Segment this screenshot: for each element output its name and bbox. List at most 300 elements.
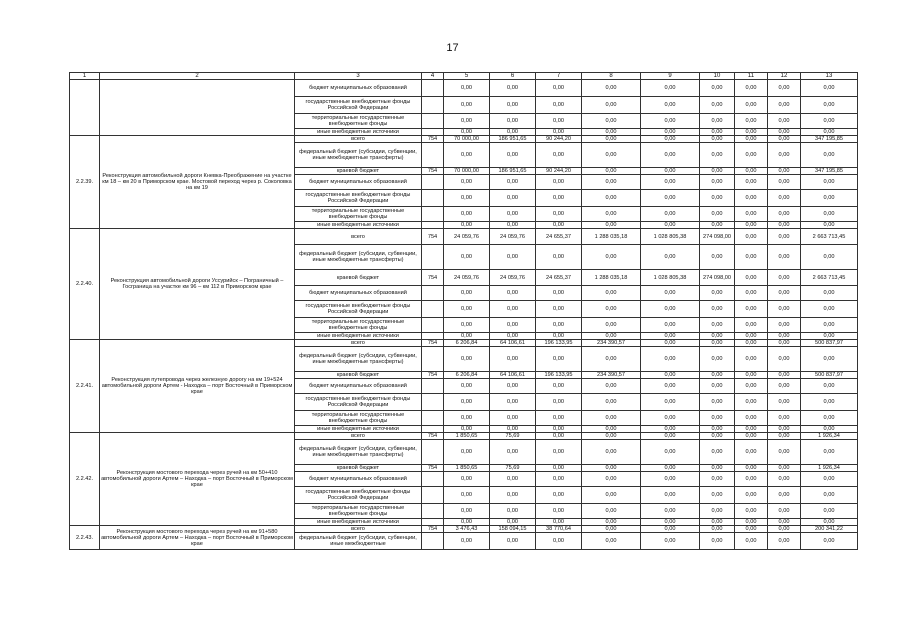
value-cell: 0,00 bbox=[700, 487, 735, 504]
value-cell: 0,00 bbox=[735, 245, 768, 270]
value-cell: 0,00 bbox=[641, 347, 700, 372]
value-cell: 0,00 bbox=[536, 487, 582, 504]
item-name: Реконструкция мостового перехода через ручей на км 50+410 автомобильной дороги Артем – Находка – порт Восточный в Приморском крае bbox=[100, 433, 295, 526]
value-cell: 0,00 bbox=[801, 318, 858, 333]
value-cell: 0,00 bbox=[641, 340, 700, 347]
ministry-code bbox=[422, 286, 444, 301]
value-cell: 0,00 bbox=[735, 347, 768, 372]
value-cell: 0,00 bbox=[700, 440, 735, 465]
value-cell: 0,00 bbox=[735, 301, 768, 318]
value-cell: 0,00 bbox=[700, 426, 735, 433]
value-cell: 0,00 bbox=[582, 504, 641, 519]
ministry-code bbox=[422, 207, 444, 222]
value-cell: 0,00 bbox=[768, 411, 801, 426]
value-cell: 0,00 bbox=[735, 379, 768, 394]
ministry-code bbox=[422, 80, 444, 97]
value-cell: 1 850,65 bbox=[444, 465, 490, 472]
value-cell: 0,00 bbox=[700, 143, 735, 168]
item-name: Реконструкция автомобильной дороги Кневка-Преображение на участке км 18 – км 20 в Приморском крае. Мостовой переход через р. Соколовка на км 19 bbox=[100, 136, 295, 229]
value-cell: 0,00 bbox=[490, 440, 536, 465]
value-cell: 0,00 bbox=[582, 318, 641, 333]
value-cell: 0,00 bbox=[768, 143, 801, 168]
funding-source: иные внебюджетные источники bbox=[295, 426, 422, 433]
value-cell: 0,00 bbox=[582, 487, 641, 504]
value-cell: 0,00 bbox=[735, 175, 768, 190]
value-cell: 0,00 bbox=[735, 114, 768, 129]
value-cell: 0,00 bbox=[641, 465, 700, 472]
table-row bbox=[70, 136, 858, 143]
value-cell: 0,00 bbox=[582, 440, 641, 465]
value-cell: 0,00 bbox=[444, 533, 490, 550]
value-cell: 0,00 bbox=[641, 207, 700, 222]
ministry-code: 754 bbox=[422, 136, 444, 143]
ministry-code bbox=[422, 379, 444, 394]
value-cell: 0,00 bbox=[768, 114, 801, 129]
value-cell: 0,00 bbox=[444, 318, 490, 333]
value-cell: 0,00 bbox=[444, 97, 490, 114]
value-cell: 0,00 bbox=[641, 129, 700, 136]
value-cell: 3 476,43 bbox=[444, 526, 490, 533]
ministry-code bbox=[422, 97, 444, 114]
value-cell: 2 663 713,45 bbox=[801, 270, 858, 286]
value-cell: 0,00 bbox=[536, 533, 582, 550]
value-cell: 0,00 bbox=[536, 301, 582, 318]
value-cell: 0,00 bbox=[582, 222, 641, 229]
value-cell: 0,00 bbox=[768, 440, 801, 465]
value-cell: 0,00 bbox=[536, 465, 582, 472]
value-cell: 0,00 bbox=[490, 318, 536, 333]
value-cell: 0,00 bbox=[582, 333, 641, 340]
value-cell: 24 655,37 bbox=[536, 229, 582, 245]
funding-source: краевой бюджет bbox=[295, 372, 422, 379]
funding-source: всего bbox=[295, 229, 422, 245]
value-cell: 0,00 bbox=[801, 347, 858, 372]
funding-source: иные внебюджетные источники bbox=[295, 222, 422, 229]
ministry-code bbox=[422, 411, 444, 426]
column-header: 13 bbox=[801, 73, 858, 80]
value-cell: 0,00 bbox=[536, 394, 582, 411]
value-cell: 0,00 bbox=[735, 504, 768, 519]
value-cell: 90 244,20 bbox=[536, 136, 582, 143]
value-cell: 0,00 bbox=[768, 318, 801, 333]
value-cell: 75,69 bbox=[490, 465, 536, 472]
value-cell: 0,00 bbox=[735, 472, 768, 487]
value-cell: 0,00 bbox=[700, 526, 735, 533]
value-cell: 0,00 bbox=[801, 301, 858, 318]
value-cell: 0,00 bbox=[700, 379, 735, 394]
value-cell: 1 028 805,38 bbox=[641, 270, 700, 286]
value-cell: 64 106,61 bbox=[490, 372, 536, 379]
value-cell: 0,00 bbox=[490, 80, 536, 97]
value-cell: 0,00 bbox=[582, 465, 641, 472]
value-cell: 0,00 bbox=[444, 175, 490, 190]
value-cell: 0,00 bbox=[490, 245, 536, 270]
value-cell: 0,00 bbox=[444, 347, 490, 372]
value-cell: 0,00 bbox=[700, 301, 735, 318]
value-cell: 0,00 bbox=[490, 143, 536, 168]
ministry-code bbox=[422, 533, 444, 550]
value-cell: 0,00 bbox=[768, 394, 801, 411]
value-cell: 0,00 bbox=[641, 114, 700, 129]
ministry-code bbox=[422, 426, 444, 433]
ministry-code: 754 bbox=[422, 340, 444, 347]
value-cell: 0,00 bbox=[444, 143, 490, 168]
value-cell: 0,00 bbox=[641, 372, 700, 379]
item-code: 2.2.43. bbox=[70, 526, 100, 550]
value-cell: 0,00 bbox=[768, 168, 801, 175]
value-cell: 0,00 bbox=[490, 411, 536, 426]
value-cell: 0,00 bbox=[801, 80, 858, 97]
funding-source: территориальные государственные внебюджетные фонды bbox=[295, 411, 422, 426]
value-cell: 500 837,97 bbox=[801, 372, 858, 379]
value-cell: 38 770,64 bbox=[536, 526, 582, 533]
value-cell: 0,00 bbox=[700, 286, 735, 301]
value-cell: 0,00 bbox=[801, 504, 858, 519]
value-cell: 0,00 bbox=[444, 129, 490, 136]
value-cell: 0,00 bbox=[801, 411, 858, 426]
value-cell: 0,00 bbox=[444, 426, 490, 433]
value-cell: 0,00 bbox=[801, 286, 858, 301]
header-row bbox=[70, 73, 858, 80]
value-cell: 1 926,34 bbox=[801, 433, 858, 440]
value-cell: 0,00 bbox=[768, 472, 801, 487]
value-cell: 0,00 bbox=[536, 245, 582, 270]
value-cell: 0,00 bbox=[700, 333, 735, 340]
value-cell: 0,00 bbox=[735, 465, 768, 472]
value-cell: 0,00 bbox=[801, 222, 858, 229]
value-cell: 0,00 bbox=[700, 222, 735, 229]
value-cell: 0,00 bbox=[768, 533, 801, 550]
table-row bbox=[70, 80, 858, 97]
value-cell: 0,00 bbox=[582, 394, 641, 411]
value-cell: 0,00 bbox=[444, 504, 490, 519]
funding-source: государственные внебюджетные фонды Российской Федерации bbox=[295, 190, 422, 207]
ministry-code: 754 bbox=[422, 433, 444, 440]
funding-source: иные внебюджетные источники bbox=[295, 333, 422, 340]
value-cell: 0,00 bbox=[641, 379, 700, 394]
item-code: 2.2.41. bbox=[70, 340, 100, 433]
funding-source: всего bbox=[295, 526, 422, 533]
ministry-code bbox=[422, 504, 444, 519]
funding-source: государственные внебюджетные фонды Российской Федерации bbox=[295, 394, 422, 411]
value-cell: 0,00 bbox=[768, 286, 801, 301]
value-cell: 0,00 bbox=[582, 426, 641, 433]
value-cell: 0,00 bbox=[801, 175, 858, 190]
value-cell: 0,00 bbox=[735, 136, 768, 143]
funding-source: всего bbox=[295, 136, 422, 143]
value-cell: 0,00 bbox=[490, 97, 536, 114]
value-cell: 0,00 bbox=[801, 379, 858, 394]
column-header: 1 bbox=[70, 73, 100, 80]
value-cell: 0,00 bbox=[641, 394, 700, 411]
value-cell: 0,00 bbox=[768, 229, 801, 245]
value-cell: 0,00 bbox=[641, 245, 700, 270]
value-cell: 1 926,34 bbox=[801, 465, 858, 472]
value-cell: 0,00 bbox=[490, 379, 536, 394]
item-code: 2.2.42. bbox=[70, 433, 100, 526]
value-cell: 0,00 bbox=[641, 487, 700, 504]
value-cell: 0,00 bbox=[768, 347, 801, 372]
value-cell: 0,00 bbox=[490, 394, 536, 411]
budget-table bbox=[69, 72, 858, 550]
value-cell: 0,00 bbox=[536, 222, 582, 229]
value-cell: 90 244,20 bbox=[536, 168, 582, 175]
value-cell: 0,00 bbox=[490, 207, 536, 222]
value-cell: 0,00 bbox=[700, 533, 735, 550]
value-cell: 0,00 bbox=[735, 143, 768, 168]
value-cell: 0,00 bbox=[490, 504, 536, 519]
value-cell: 0,00 bbox=[641, 222, 700, 229]
funding-source: краевой бюджет bbox=[295, 465, 422, 472]
value-cell: 0,00 bbox=[801, 487, 858, 504]
ministry-code bbox=[422, 394, 444, 411]
value-cell: 0,00 bbox=[641, 143, 700, 168]
ministry-code bbox=[422, 318, 444, 333]
value-cell: 0,00 bbox=[700, 136, 735, 143]
value-cell: 0,00 bbox=[582, 472, 641, 487]
value-cell: 0,00 bbox=[801, 143, 858, 168]
value-cell: 0,00 bbox=[641, 318, 700, 333]
value-cell: 0,00 bbox=[582, 347, 641, 372]
column-header: 6 bbox=[490, 73, 536, 80]
funding-source: бюджет муниципальных образований bbox=[295, 286, 422, 301]
value-cell: 24 059,76 bbox=[490, 229, 536, 245]
value-cell: 0,00 bbox=[582, 301, 641, 318]
funding-source: федеральный бюджет (субсидии, субвенции, иные межбюджетные bbox=[295, 533, 422, 550]
value-cell: 0,00 bbox=[444, 411, 490, 426]
value-cell: 24 059,76 bbox=[444, 229, 490, 245]
ministry-code bbox=[422, 129, 444, 136]
value-cell: 0,00 bbox=[641, 80, 700, 97]
table-row bbox=[70, 340, 858, 347]
value-cell: 2 663 713,45 bbox=[801, 229, 858, 245]
value-cell: 0,00 bbox=[801, 472, 858, 487]
table-row bbox=[70, 229, 858, 245]
value-cell: 0,00 bbox=[700, 504, 735, 519]
value-cell: 0,00 bbox=[768, 245, 801, 270]
value-cell: 0,00 bbox=[582, 175, 641, 190]
funding-source: краевой бюджет bbox=[295, 168, 422, 175]
value-cell: 0,00 bbox=[768, 222, 801, 229]
value-cell: 24 655,37 bbox=[536, 270, 582, 286]
value-cell: 0,00 bbox=[768, 301, 801, 318]
value-cell: 0,00 bbox=[582, 168, 641, 175]
value-cell: 0,00 bbox=[700, 519, 735, 526]
ministry-code: 754 bbox=[422, 372, 444, 379]
value-cell: 347 195,85 bbox=[801, 136, 858, 143]
value-cell: 0,00 bbox=[582, 533, 641, 550]
value-cell: 0,00 bbox=[536, 175, 582, 190]
ministry-code bbox=[422, 222, 444, 229]
funding-source: государственные внебюджетные фонды Российской Федерации bbox=[295, 301, 422, 318]
value-cell: 0,00 bbox=[801, 440, 858, 465]
item-code: 2.2.39. bbox=[70, 136, 100, 229]
value-cell: 186 951,65 bbox=[490, 168, 536, 175]
value-cell: 0,00 bbox=[735, 80, 768, 97]
value-cell: 0,00 bbox=[536, 129, 582, 136]
value-cell: 0,00 bbox=[582, 286, 641, 301]
value-cell: 0,00 bbox=[700, 175, 735, 190]
value-cell: 0,00 bbox=[444, 301, 490, 318]
ministry-code: 754 bbox=[422, 168, 444, 175]
funding-source: бюджет муниципальных образований bbox=[295, 379, 422, 394]
value-cell: 0,00 bbox=[735, 222, 768, 229]
value-cell: 0,00 bbox=[444, 394, 490, 411]
funding-source: территориальные государственные внебюджетные фонды bbox=[295, 207, 422, 222]
item-name: Реконструкция автомобильной дороги Уссурийск – Пограничный – Госграница на участке км 96 – км 112 в Приморском крае bbox=[100, 229, 295, 340]
ministry-code bbox=[422, 333, 444, 340]
value-cell: 0,00 bbox=[444, 519, 490, 526]
value-cell: 0,00 bbox=[536, 379, 582, 394]
value-cell: 196 133,95 bbox=[536, 340, 582, 347]
value-cell: 0,00 bbox=[768, 175, 801, 190]
value-cell: 0,00 bbox=[582, 143, 641, 168]
value-cell: 0,00 bbox=[582, 379, 641, 394]
value-cell: 0,00 bbox=[582, 136, 641, 143]
value-cell: 0,00 bbox=[490, 347, 536, 372]
funding-source: иные внебюджетные источники bbox=[295, 519, 422, 526]
value-cell: 0,00 bbox=[700, 168, 735, 175]
value-cell: 0,00 bbox=[582, 207, 641, 222]
value-cell: 0,00 bbox=[700, 465, 735, 472]
value-cell: 64 106,61 bbox=[490, 340, 536, 347]
table-row bbox=[70, 526, 858, 533]
value-cell: 0,00 bbox=[444, 333, 490, 340]
ministry-code bbox=[422, 301, 444, 318]
value-cell: 1 850,65 bbox=[444, 433, 490, 440]
item-code bbox=[70, 80, 100, 136]
value-cell: 0,00 bbox=[536, 411, 582, 426]
value-cell: 0,00 bbox=[490, 487, 536, 504]
value-cell: 0,00 bbox=[735, 229, 768, 245]
value-cell: 0,00 bbox=[768, 379, 801, 394]
ministry-code bbox=[422, 175, 444, 190]
value-cell: 0,00 bbox=[641, 175, 700, 190]
value-cell: 0,00 bbox=[536, 426, 582, 433]
value-cell: 0,00 bbox=[641, 301, 700, 318]
value-cell: 0,00 bbox=[444, 114, 490, 129]
value-cell: 6 206,84 bbox=[444, 372, 490, 379]
value-cell: 0,00 bbox=[536, 207, 582, 222]
value-cell: 0,00 bbox=[582, 114, 641, 129]
value-cell: 0,00 bbox=[768, 504, 801, 519]
value-cell: 0,00 bbox=[735, 372, 768, 379]
column-header: 10 bbox=[700, 73, 735, 80]
value-cell: 0,00 bbox=[641, 472, 700, 487]
value-cell: 0,00 bbox=[536, 347, 582, 372]
ministry-code: 754 bbox=[422, 465, 444, 472]
ministry-code bbox=[422, 190, 444, 207]
value-cell: 0,00 bbox=[700, 80, 735, 97]
value-cell: 0,00 bbox=[700, 114, 735, 129]
value-cell: 0,00 bbox=[700, 97, 735, 114]
value-cell: 70 000,00 bbox=[444, 136, 490, 143]
value-cell: 1 288 035,18 bbox=[582, 270, 641, 286]
value-cell: 0,00 bbox=[768, 519, 801, 526]
value-cell: 0,00 bbox=[536, 433, 582, 440]
funding-source: федеральный бюджет (субсидии, субвенции, иные межбюджетные трансферты) bbox=[295, 245, 422, 270]
value-cell: 0,00 bbox=[700, 129, 735, 136]
value-cell: 0,00 bbox=[735, 318, 768, 333]
table-row bbox=[70, 433, 858, 440]
funding-source: всего bbox=[295, 433, 422, 440]
value-cell: 0,00 bbox=[536, 190, 582, 207]
value-cell: 0,00 bbox=[444, 379, 490, 394]
value-cell: 0,00 bbox=[735, 487, 768, 504]
item-name: Реконструкция мостового перехода через ручей на км 91+580 автомобильной дороги Артем – Находка – порт Восточный в Приморском крае bbox=[100, 526, 295, 550]
value-cell: 0,00 bbox=[444, 207, 490, 222]
value-cell: 0,00 bbox=[768, 270, 801, 286]
value-cell: 196 133,95 bbox=[536, 372, 582, 379]
funding-source: иные внебюджетные источники bbox=[295, 129, 422, 136]
column-header: 9 bbox=[641, 73, 700, 80]
value-cell: 0,00 bbox=[700, 340, 735, 347]
value-cell: 24 059,76 bbox=[444, 270, 490, 286]
value-cell: 0,00 bbox=[768, 433, 801, 440]
value-cell: 75,69 bbox=[490, 433, 536, 440]
value-cell: 0,00 bbox=[735, 433, 768, 440]
funding-source: территориальные государственные внебюджетные фонды bbox=[295, 504, 422, 519]
value-cell: 0,00 bbox=[768, 97, 801, 114]
value-cell: 0,00 bbox=[700, 411, 735, 426]
value-cell: 0,00 bbox=[735, 519, 768, 526]
value-cell: 0,00 bbox=[582, 129, 641, 136]
column-header: 11 bbox=[735, 73, 768, 80]
funding-source: федеральный бюджет (субсидии, субвенции, иные межбюджетные трансферты) bbox=[295, 440, 422, 465]
value-cell: 0,00 bbox=[735, 426, 768, 433]
value-cell: 0,00 bbox=[641, 411, 700, 426]
value-cell: 70 000,00 bbox=[444, 168, 490, 175]
value-cell: 0,00 bbox=[768, 80, 801, 97]
value-cell: 0,00 bbox=[582, 245, 641, 270]
value-cell: 0,00 bbox=[700, 190, 735, 207]
ministry-code bbox=[422, 347, 444, 372]
funding-source: государственные внебюджетные фонды Российской Федерации bbox=[295, 97, 422, 114]
item-code: 2.2.40. bbox=[70, 229, 100, 340]
value-cell: 0,00 bbox=[735, 340, 768, 347]
funding-source: всего bbox=[295, 340, 422, 347]
column-header: 7 bbox=[536, 73, 582, 80]
ministry-code: 754 bbox=[422, 526, 444, 533]
value-cell: 0,00 bbox=[582, 411, 641, 426]
value-cell: 0,00 bbox=[735, 190, 768, 207]
column-header: 4 bbox=[422, 73, 444, 80]
value-cell: 0,00 bbox=[768, 426, 801, 433]
value-cell: 0,00 bbox=[490, 222, 536, 229]
value-cell: 0,00 bbox=[490, 472, 536, 487]
value-cell: 0,00 bbox=[768, 129, 801, 136]
value-cell: 0,00 bbox=[735, 526, 768, 533]
value-cell: 0,00 bbox=[490, 301, 536, 318]
funding-source: государственные внебюджетные фонды Российской Федерации bbox=[295, 487, 422, 504]
value-cell: 0,00 bbox=[700, 372, 735, 379]
column-header: 5 bbox=[444, 73, 490, 80]
value-cell: 0,00 bbox=[444, 222, 490, 229]
value-cell: 0,00 bbox=[641, 190, 700, 207]
value-cell: 200 341,22 bbox=[801, 526, 858, 533]
value-cell: 0,00 bbox=[490, 426, 536, 433]
value-cell: 0,00 bbox=[735, 333, 768, 340]
value-cell: 0,00 bbox=[490, 519, 536, 526]
value-cell: 274 098,00 bbox=[700, 270, 735, 286]
column-header: 3 bbox=[295, 73, 422, 80]
value-cell: 0,00 bbox=[700, 347, 735, 372]
value-cell: 0,00 bbox=[700, 245, 735, 270]
value-cell: 186 951,65 bbox=[490, 136, 536, 143]
funding-source: федеральный бюджет (субсидии, субвенции, иные межбюджетные трансферты) bbox=[295, 143, 422, 168]
value-cell: 0,00 bbox=[801, 97, 858, 114]
value-cell: 6 206,84 bbox=[444, 340, 490, 347]
